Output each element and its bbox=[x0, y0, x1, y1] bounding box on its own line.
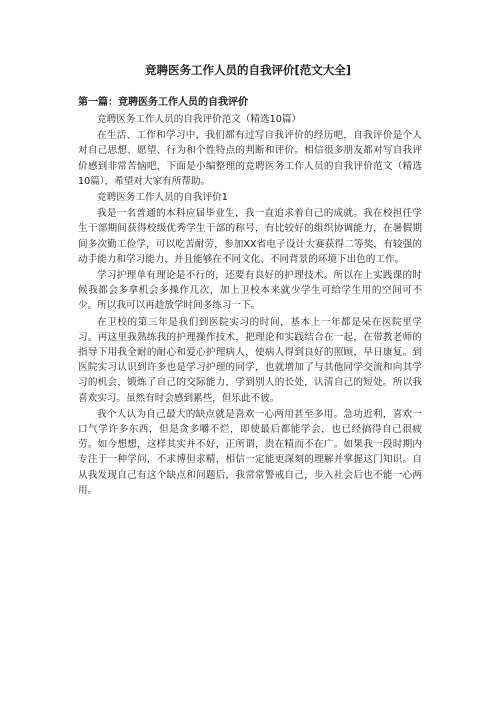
body-paragraph: 我是一名普通的本科应届毕业生，我一直追求着自己的成就。我在校担任学生干部期间获得校级优秀学生干部的称号，有比较好的组织协调能力，在暑假期间多次勤工俭学，可以吃苦耐劳，参加XX省电子设计大赛获得二等奖，有较强的动手能力和学习能力，并且能够在不同文化、不同背景的环境下出色的工作。 bbox=[78, 208, 422, 265]
subtitle-line: 竞聘医务工作人员的自我评价范文（精选10篇） bbox=[97, 114, 302, 125]
body-paragraph: 我个人认为自己最大的缺点就是喜欢一心两用甚至多用。急功近利，喜欢一口气学许多东西，但是贪多嚼不烂，即使最后都能学会，也已经搞得自己很疲劳。如今想想，这样其实并不好，正所谓，贵在精而不在广。如果我一段时期内专注于一种学问，不求博但求精，相信一定能更深刻的理解并掌握这门知识。自从我发现自己有这个缺点和问题后，我常常警戒自己，步入社会后也不能一心两用。 bbox=[78, 408, 422, 496]
document-body bbox=[78, 112, 422, 499]
document-title: 竞聘医务工作人员的自我评价[范文大全] bbox=[144, 63, 351, 77]
section-heading: 第一篇：竞聘医务工作人员的自我评价 bbox=[78, 97, 248, 108]
body-paragraph: 学习护理单有理论是不行的，还要有良好的护理技术。所以在上实践课的时候我都会多拿机会多操作几次，加上卫校本来就少学生可给学生用的空间可不少。所以我可以再趁放学时间多练习一下。 bbox=[78, 270, 422, 312]
body-paragraph: 在卫校的第三年是我们到医院实习的时间，基本上一年都是呆在医院里学习。再这里我熟练我的护理操作技术，把理论和实践结合在一起，在带教老师的指导下用我全耐的耐心和爱心护理病人，使病人得到良好的照顾，早日康复。到医院实习认识到许多也是学习护理的同学，也就增加了与其他同学交流和向其学习的机会，锻炼了自己的交际能力，学到别人的长处，认清自己的短处。所以我喜欢实习。虽然有时会感到累些，但乐此不彼。 bbox=[78, 316, 422, 404]
body-paragraph: 在生活、工作和学习中，我们都有过写自我评价的经历吧，自我评价是个人对自己思想、愿望、行为和个性特点的判断和评价。相信很多朋友都对写自我评价感到非常苦恼吧，下面是小编整理的竞聘医务工作人员的自我评价范文（精选10篇），希望对大家有所帮助。 bbox=[78, 130, 422, 187]
subsection-heading: 竞聘医务工作人员的自我评价1 bbox=[97, 192, 228, 204]
